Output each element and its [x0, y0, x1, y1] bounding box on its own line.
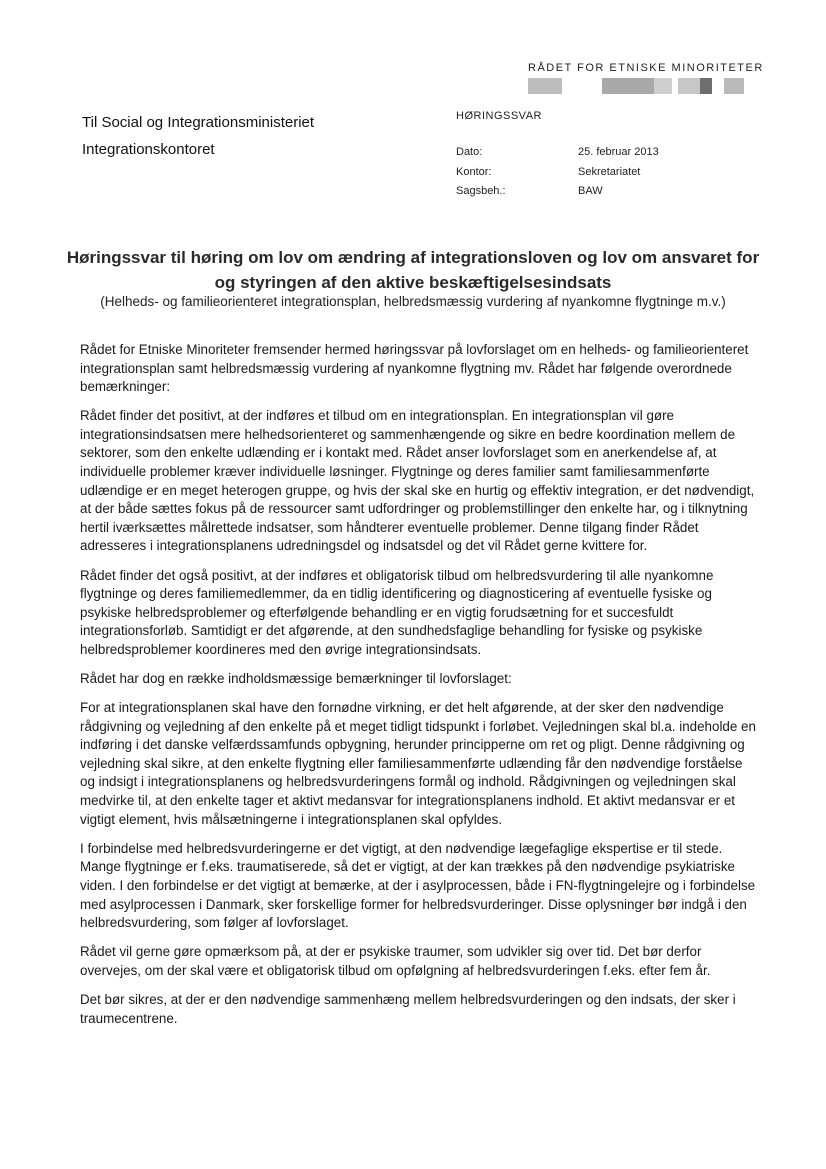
meta-row-caseworker — [456, 185, 716, 205]
doc-type: HØRINGSSVAR — [456, 110, 542, 122]
paragraph: Rådet finder det positivt, at der indføres et tilbud om en integrationsplan. En integrationsplan vil gøre integrationsindsatsen mere helhedsorienteret og sammenhængende og sikre en bedre koordination mellem de sektorer, som den enkelte udlænding er i kontakt med. Rådet anser lovforslaget som en anerkendelse af, at individuelle problemer kræver individuelle løsninger. Flygtninge og deres familier samt familiesammenførte udlændige er en meget heterogen gruppe, og hvis der skal ske en hurtig og effektiv integration, er det nødvendigt, at der både sættes fokus på de ressourcer samt udfordringer og problemstillinger den enkelte har, og i tilknytning hertil iværksættes målrettede indsatser, som håndterer eventuelle problemer. Denne tilgang finder Rådet adresseres i integrationsplanens udredningsdel og indsatsdel og det vil Rådet gerne kvittere for. — [80, 408, 755, 554]
addressee-line-2: Integrationskontoret — [82, 141, 215, 158]
document-subtitle: (Helheds- og familieorienteret integrationsplan, helbredsmæssig vurdering af nyankomne flygtninge m.v.) — [100, 294, 726, 309]
meta-row-office — [456, 166, 716, 186]
paragraph: Rådet har dog en række indholdsmæssige bemærkninger til lovforslaget: — [80, 671, 512, 686]
meta-label: Kontor: — [456, 165, 492, 178]
meta-value: BAW — [578, 185, 603, 197]
paragraph: I forbindelse med helbredsvurderingerne er det vigtigt, at den nødvendige lægefaglige ekspertise er til stede. Mange flygtninge er f.eks. traumatiserede, så det er vigtigt, at der kan trækkes på den nødvendige psykiatriske viden. I den forbindelse er det vigtigt at bemærke, at der i asylprocessen, både i FN-flygtningelejre og i forbindelse med asylprocessen i Danmark, sker forskellige former for helbredsvurderinger. Disse oplysninger bør indgå i den helbredsvurdering, som følger af lovforslaget. — [80, 840, 756, 931]
document-title: Høringssvar til høring om lov om ændring af integrationsloven og lov om ansvaret for og styringen af den aktive beskæftigelsesindsats — [66, 248, 760, 292]
paragraph: For at integrationsplanen skal have den fornødne virkning, er det helt afgørende, at der sker den nødvendige rådgivning og vejledning af den enkelte på et meget tidligt tidspunkt i forløbet. Vejledningen skal bl.a. indeholde en indføring i det danske velfærdssamfunds opbygning, herunder principperne om ret og pligt. Denne rådgivning og vejledning skal sikre, at den enkelte flygtning eller familiesammenførte udlænding får den nødvendige forståelse og indsigt i integrationsplanens og helbredsvurderingens formål og indhold. Rådgivningen og vejledningen skal medvirke til, at den enkelte tager et aktivt medansvar for integrationsplanens indhold. Et aktivt medansvar er et vigtigt element, hvis målsætningerne i integrationsplanen skal opfyldes. — [80, 700, 756, 827]
paragraph: Rådet finder det også positivt, at der indføres et obligatorisk tilbud om helbredsvurdering til alle nyankomne flygtninge og deres familiemedlemmer, da en tidlig identificering og diagnosticering af eventuelle fysiske og psykiske helbredsproblemer og efterfølgende behandling er en vigtig forudsætning for et succesfuldt integrationsforløb. Samtidigt er det afgørende, at den sundhedsfaglige behandling for fysiske og psykiske helbredsproblemer koordineres med den øvrige integrationsindsats. — [80, 567, 714, 657]
meta-value: Sekretariatet — [578, 165, 641, 178]
paragraph: Det bør sikres, at der er den nødvendige sammenhæng mellem helbredsvurderingen og den indsats, der sker i traumecentrene. — [80, 991, 736, 1026]
logo-graphic — [528, 78, 748, 94]
document-body — [80, 341, 756, 1039]
addressee-block — [82, 109, 314, 163]
paragraph: Rådet vil gerne gøre opmærksom på, at der er psykiske traumer, som udvikler sig over tid. Det bør derfor overvejes, om der skal være et obligatorisk tilbud om opfølgning af helbredsvurderingen f.eks. efter fem år. — [80, 944, 711, 978]
addressee-line-1: Til Social og Integrationsministeriet — [82, 114, 315, 131]
paragraph: Rådet for Etniske Minoriteter fremsender hermed høringssvar på lovforslaget om en helheds- og familieorienteret integrationsplan samt helbredsmæssig vurdering af nyankomne flygtning mv. Rådet har følgende overordnede bemærkninger: — [80, 342, 749, 395]
meta-block — [456, 146, 716, 205]
meta-row-date — [456, 146, 716, 166]
meta-value: 25. februar 2013 — [578, 146, 659, 158]
meta-label: Sagsbeh.: — [456, 185, 506, 197]
meta-label: Dato: — [456, 146, 483, 158]
org-name: RÅDET FOR ETNISKE MINORITETER — [528, 62, 764, 74]
